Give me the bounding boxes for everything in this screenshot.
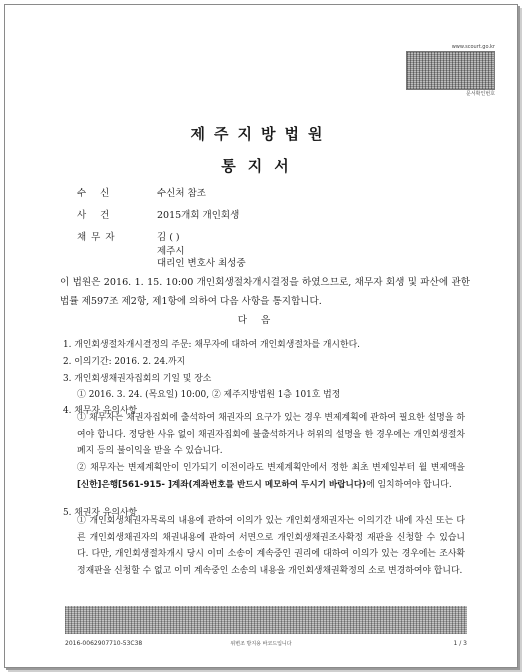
document-page: [4, 4, 518, 668]
item-4: 4. 채무자 유의사항: [63, 406, 138, 416]
item-5: 5. 채권자 유의사항: [63, 508, 138, 518]
document-title: 통지서: [221, 157, 301, 175]
bank-account: [신한]은행[561-915- ]계좌(계좌번호를 반드시 메모하여 두시기 바랍니다): [77, 479, 367, 490]
page-number: 1 / 3: [453, 640, 467, 647]
header-value: 2015개회 개인회생: [157, 210, 240, 221]
barcode-note: 위변조 방지용 바코드입니다: [230, 641, 292, 647]
section-heading-daeum: 다음: [237, 315, 285, 326]
header-label: 수신: [77, 188, 124, 199]
item-4-note-2: [77, 460, 465, 493]
header-label: 채무자: [77, 232, 120, 243]
item-3: 3. 개인회생채권자집회의 기일 및 장소: [63, 374, 212, 384]
intro-paragraph: 이 법원은 2016. 1. 15. 10:00 개인회생절차개시결정을 하였으므로, 채무자 회생 및 파산에 관한 법률 제597조 제2항, 제1항에 의하여 다음 사항을 통지합니다.: [60, 277, 470, 307]
document-id: 2016-0062907710-53C38: [65, 640, 143, 647]
court-name: 제주지방법원: [190, 125, 332, 143]
header-label: 사건: [77, 210, 124, 221]
debtor-attorney: 대리인 변호사 최성중: [157, 258, 246, 269]
item-2: 2. 이의기간: 2016. 2. 24.까지: [63, 357, 186, 367]
item-4-note-2-text: ② 채무자는 변제계획안이 인가되기 이전이라도 변제계획안에서 정한 최초 변제일부터 월 변제액을: [77, 463, 465, 473]
debtor-address: 제주시: [157, 246, 185, 257]
item-4-note-1: ① 채무자는 채권자집회에 출석하여 채권자의 요구가 있는 경우 변제계획에 관하여 필요한 설명을 하여야 합니다. 정당한 사유 없이 채권자집회에 불출석하거나 허위의 설명을 한 경우에는 개인회생절차폐지 등의 불이익을 받을 수 있습니다.: [77, 413, 465, 457]
item-3-detail: ① 2016. 3. 24. (목요일) 10:00, ② 제주지방법원 1층 101호 법정: [77, 390, 341, 400]
header-value: 김 ( ): [157, 232, 180, 243]
seal-code: 문서확인번호: [466, 91, 495, 97]
anti-forgery-barcode-band: [65, 606, 467, 634]
seal-url: www.scourt.go.kr: [451, 44, 495, 50]
item-4-note-2-tail: 에 임치하여야 합니다.: [366, 479, 452, 490]
header-value: 수신처 참조: [157, 188, 206, 199]
verification-seal-barcode: [406, 51, 495, 90]
item-1: 1. 개인회생절차개시결정의 주문: 채무자에 대하여 개인회생절차를 개시한다.: [63, 340, 360, 350]
item-5-note-1: ① 개인회생채권자목록의 내용에 관하여 이의가 있는 개인회생채권자는 이의기간 내에 자신 또는 다른 개인회생채권자의 채권내용에 관하여 서면으로 개인회생채권조사확정 재판을 신청할 수 있습니다. 다만, 개인회생절차개시 당시 이미 소송이 계속중인 권리에 대하여 이의가 있는 경우에는 조사확정재판을 신청할 수 없고 이미 계속중인 소송의 내용을 개인회생채권확정의 소로 변경하여야 합니다.: [77, 516, 465, 577]
